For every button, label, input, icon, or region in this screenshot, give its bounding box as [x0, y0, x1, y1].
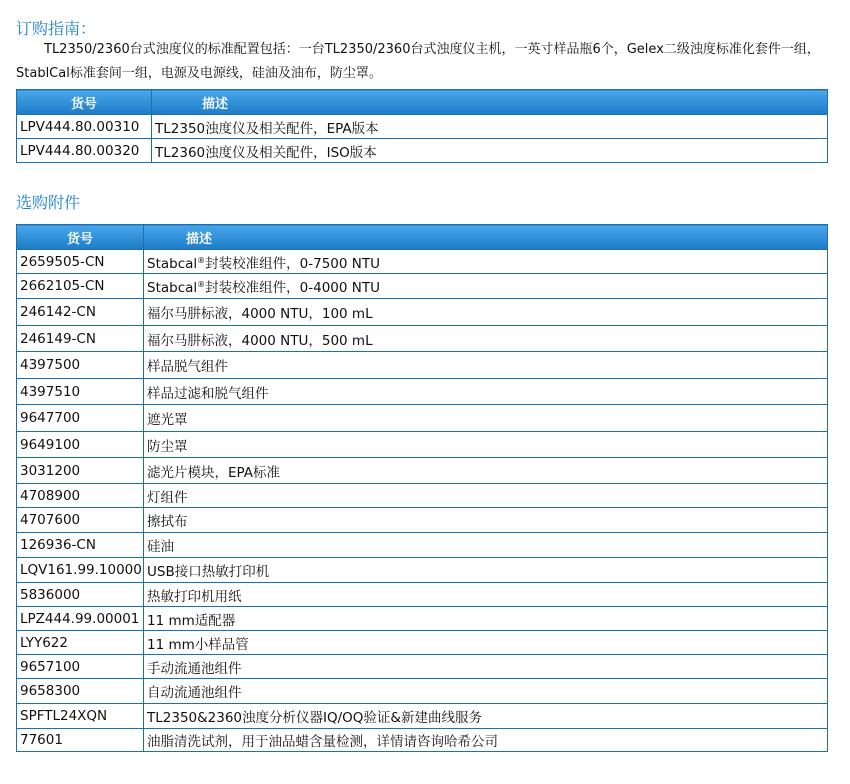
description-cell [144, 607, 828, 631]
ordering-intro-text: TL2350/2360台式浊度仪的标准配置包括：一台TL2350/2360台式浊度仪主机，一英寸样品瓶6个，Gelex二级浊度标准化套件一组，StablCal标准套间一组，电源及电源线，硅油及油布，防尘罩。 [16, 42, 820, 81]
table-row [17, 558, 828, 583]
table-row [17, 484, 828, 508]
sku-cell: 2659505-CN [17, 250, 144, 274]
ordering-guide-title: 订购指南： [16, 19, 97, 38]
description-cell [144, 458, 828, 484]
description-cell [144, 558, 828, 583]
column-header-description: 描述 [152, 90, 828, 115]
column-header-sku: 货号 [17, 90, 152, 115]
sku-cell: LPV444.80.00310 [17, 115, 152, 139]
description-cell [144, 274, 828, 299]
table-row [17, 607, 828, 631]
description-text: 样品脱气组件 [147, 359, 228, 375]
accessories-title: 选购附件 [16, 193, 81, 212]
description-text: 11 mm小样品管 [147, 636, 249, 653]
description-text: USB接口热敏打印机 [147, 564, 270, 580]
accessories-table [16, 224, 828, 752]
description-text: 滤光片模块，EPA标准 [147, 464, 281, 481]
column-header-sku: 货号 [17, 225, 144, 250]
sku-cell: 9658300 [17, 679, 144, 704]
sku-cell: LQV161.99.10000 [17, 558, 144, 583]
table-row [17, 352, 828, 379]
sku-cell: LPZ444.99.00001 [17, 607, 144, 631]
table-row [17, 704, 828, 729]
table-row [17, 729, 828, 752]
description-cell [144, 533, 828, 558]
description-text: 硅油 [147, 539, 174, 555]
accessories-table-header [17, 225, 828, 250]
sku-cell: LYY622 [17, 631, 144, 655]
description-cell [144, 379, 828, 405]
description-cell: TL2360浊度仪及相关配件，ISO版本 [152, 139, 828, 163]
description-text: 油脂清洗试剂，用于油品蜡含量检测，详情请咨询哈希公司 [147, 734, 498, 750]
table-row [17, 508, 828, 533]
table-row [17, 379, 828, 405]
sku-cell: 246149-CN [17, 326, 144, 352]
table-row [17, 458, 828, 484]
description-text: Stabcal [147, 280, 198, 296]
sku-cell: 3031200 [17, 458, 144, 484]
sku-cell: 4708900 [17, 484, 144, 508]
description-text: TL2350&2360浊度分析仪器IQ/OQ验证&新建曲线服务 [147, 710, 482, 726]
registered-mark: ® [197, 280, 206, 289]
table-row [17, 326, 828, 352]
table-row [17, 405, 828, 432]
sku-cell: 4707600 [17, 508, 144, 533]
column-header-description: 描述 [144, 225, 828, 250]
sku-cell: 77601 [17, 729, 144, 752]
description-text: 遮光罩 [147, 412, 188, 428]
sku-cell: 2662105-CN [17, 274, 144, 299]
sku-cell: 9647700 [17, 405, 144, 432]
description-text: 热敏打印机用纸 [147, 588, 242, 605]
sku-cell: 4397500 [17, 352, 144, 379]
description-text: 样品过滤和脱气组件 [147, 385, 269, 402]
description-cell [144, 679, 828, 704]
description-text: 灯组件 [147, 489, 188, 506]
description-cell: TL2350浊度仪及相关配件，EPA版本 [152, 115, 828, 139]
sku-cell: 9657100 [17, 655, 144, 679]
description-cell [144, 405, 828, 432]
description-cell [144, 508, 828, 533]
table-row [17, 299, 828, 326]
table-row [17, 250, 828, 274]
description-cell [144, 352, 828, 379]
description-text: 11 mm适配器 [147, 612, 236, 629]
table-row [17, 655, 828, 679]
registered-mark: ® [197, 255, 206, 265]
sku-cell: 5836000 [17, 583, 144, 607]
description-cell [144, 583, 828, 607]
sku-cell: 246142-CN [17, 299, 144, 326]
description-text-rest: 封装校准组件，0-4000 NTU [205, 280, 380, 296]
description-cell [144, 432, 828, 458]
table-row [17, 533, 828, 558]
description-text: 福尔马肼标液，4000 NTU，100 mL [147, 306, 373, 322]
description-cell [144, 326, 828, 352]
ordering-table-header [17, 90, 828, 115]
description-cell [144, 655, 828, 679]
description-text: 福尔马肼标液，4000 NTU，500 mL [147, 332, 373, 349]
sku-cell: 126936-CN [17, 533, 144, 558]
sku-cell: 9649100 [17, 432, 144, 458]
description-cell [144, 704, 828, 729]
table-row [17, 432, 828, 458]
ordering-table [16, 89, 828, 163]
sku-cell: SPFTL24XQN [17, 704, 144, 729]
description-cell [144, 250, 828, 274]
description-cell [144, 631, 828, 655]
table-row [17, 631, 828, 655]
table-row [17, 679, 828, 704]
description-text: 手动流通池组件 [147, 660, 242, 677]
description-cell [144, 484, 828, 508]
table-row [17, 115, 828, 139]
description-text: Stabcal [147, 255, 198, 272]
description-cell [144, 299, 828, 326]
sku-cell: LPV444.80.00320 [17, 139, 152, 163]
table-row [17, 139, 828, 163]
sku-cell: 4397510 [17, 379, 144, 405]
description-text-rest: 封装校准组件，0-7500 NTU [205, 255, 380, 272]
table-row [17, 274, 828, 299]
description-text: 自动流通池组件 [147, 685, 242, 701]
description-cell [144, 729, 828, 752]
description-text: 擦拭布 [147, 514, 188, 530]
description-text: 防尘罩 [147, 438, 188, 455]
table-row [17, 583, 828, 607]
